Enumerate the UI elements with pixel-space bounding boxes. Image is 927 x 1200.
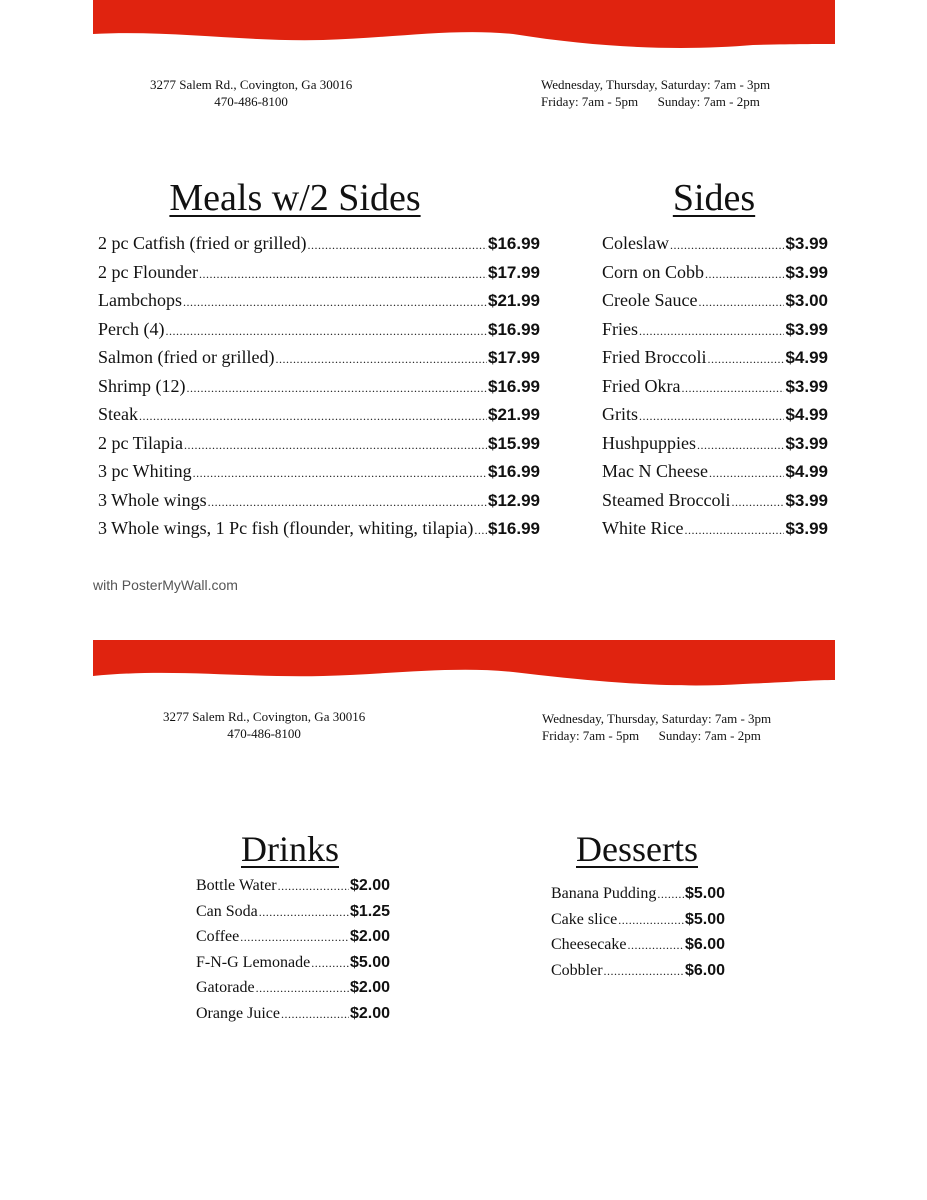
item-price: $16.99 (488, 234, 540, 253)
dot-leader (707, 347, 784, 368)
dot-leader (183, 290, 487, 311)
menu-item (196, 1005, 390, 1031)
item-name: Bottle Water (196, 877, 277, 894)
item-name: Lambchops (98, 290, 182, 310)
item-price: $1.25 (349, 902, 390, 920)
item-price: $3.99 (785, 234, 828, 253)
dot-leader (256, 979, 349, 997)
menu-item (602, 262, 828, 291)
menu-item (602, 376, 828, 405)
item-name: 2 pc Catfish (fried or grilled) (98, 233, 307, 253)
dot-leader (684, 518, 784, 539)
meals-list (98, 233, 540, 547)
menu-item (196, 903, 390, 929)
item-price: $3.99 (785, 376, 828, 396)
item-name: Fried Broccoli (602, 347, 707, 367)
menu-item (196, 928, 390, 954)
item-price: $3.99 (785, 433, 828, 453)
phone: 470-486-8100 (214, 94, 288, 109)
menu-item (98, 262, 540, 291)
item-price: $16.99 (488, 462, 540, 481)
item-name: Steak (98, 404, 138, 424)
desserts-title: Desserts (576, 829, 698, 869)
item-name: Can Soda (196, 902, 258, 920)
dot-leader (657, 885, 684, 903)
item-price: $16.99 (488, 519, 540, 538)
item-price: $3.99 (785, 262, 828, 282)
dot-leader (278, 877, 349, 895)
dot-leader (639, 404, 784, 425)
item-price: $5.00 (684, 885, 725, 902)
red-wave-banner-bottom (93, 640, 835, 690)
item-name: Creole Sauce (602, 290, 698, 310)
postermywall-credit: with PosterMyWall.com (93, 577, 238, 593)
menu-item (196, 979, 390, 1005)
item-name: Coleslaw (602, 233, 669, 253)
item-price: $4.99 (785, 348, 828, 367)
menu-item (551, 962, 725, 988)
dot-leader (259, 903, 349, 921)
menu-item (602, 404, 828, 433)
item-name: Grits (602, 404, 638, 424)
item-name: Fries (602, 318, 638, 339)
menu-item (602, 490, 828, 519)
item-name: 2 pc Flounder (98, 261, 198, 282)
dot-leader (165, 319, 487, 340)
dot-leader (670, 233, 784, 254)
address-block-1 (150, 76, 352, 110)
menu-item (98, 433, 540, 462)
menu-item (602, 347, 828, 376)
item-price: $17.99 (488, 348, 540, 367)
hours-line-2: Friday: 7am - 5pm Sunday: 7am - 2pm (541, 94, 760, 109)
menu-item (551, 885, 725, 911)
dot-leader (281, 1005, 349, 1023)
dot-leader (208, 490, 487, 511)
menu-item (602, 319, 828, 348)
item-price: $2.00 (349, 1004, 390, 1022)
item-price: $3.99 (785, 319, 828, 339)
menu-item (602, 518, 828, 547)
menu-item (551, 911, 725, 937)
dot-leader (639, 319, 784, 340)
item-name: Coffee (196, 928, 240, 945)
item-name: 3 Whole wings (98, 489, 207, 510)
dot-leader (705, 262, 784, 283)
item-name: Banana Pudding (551, 885, 657, 902)
dot-leader (604, 962, 684, 980)
dot-leader (709, 461, 784, 482)
meals-title: Meals w/2 Sides (169, 177, 421, 219)
item-price: $5.00 (684, 910, 725, 928)
address: 3277 Salem Rd., Covington, Ga 30016 (150, 77, 353, 92)
item-price: $17.99 (488, 262, 540, 282)
item-name: F-N-G Lemonade (196, 953, 311, 971)
dot-leader (681, 376, 784, 397)
item-price: $3.99 (785, 490, 828, 510)
sides-list (602, 233, 828, 547)
dot-leader (474, 518, 487, 539)
dot-leader (698, 290, 784, 311)
menu-item (98, 518, 540, 547)
item-price: $12.99 (488, 490, 540, 510)
item-name: Salmon (fried or grilled) (98, 347, 275, 367)
item-price: $15.99 (488, 433, 540, 453)
item-name: Shrimp (12) (98, 375, 186, 396)
dot-leader (199, 262, 487, 283)
item-price: $21.99 (488, 405, 540, 424)
menu-item (98, 233, 540, 262)
dot-leader (307, 233, 487, 254)
dot-leader (731, 490, 784, 511)
item-price: $6.00 (684, 961, 725, 979)
menu-item (98, 461, 540, 490)
sides-title: Sides (672, 177, 756, 219)
item-price: $3.99 (785, 519, 828, 538)
drinks-list (196, 877, 390, 1030)
dot-leader (697, 433, 784, 454)
hours-block-2 (542, 710, 771, 744)
phone: 470-486-8100 (227, 726, 301, 741)
dot-leader (275, 347, 487, 368)
dot-leader (193, 461, 487, 482)
menu-item (602, 290, 828, 319)
item-price: $16.99 (488, 376, 540, 396)
item-name: 3 Whole wings, 1 Pc fish (flounder, whiting, tilapia) (98, 518, 474, 538)
hours-line-1: Wednesday, Thursday, Saturday: 7am - 3pm (541, 77, 771, 92)
hours-line-2: Friday: 7am - 5pm Sunday: 7am - 2pm (542, 728, 761, 743)
address-block-2 (163, 708, 365, 742)
item-name: Mac N Cheese (602, 461, 708, 481)
item-name: Gatorade (196, 979, 255, 996)
menu-item (98, 404, 540, 433)
item-price: $4.99 (785, 462, 828, 481)
item-name: Cake slice (551, 910, 618, 928)
item-price: $5.00 (349, 953, 390, 971)
item-name: Cheesecake (551, 936, 627, 953)
hours-line-1: Wednesday, Thursday, Saturday: 7am - 3pm (542, 711, 772, 726)
hours-block-1 (541, 76, 770, 110)
item-name: Hushpuppies (602, 432, 696, 453)
menu-item (602, 461, 828, 490)
dot-leader (240, 928, 349, 946)
item-price: $21.99 (488, 291, 540, 310)
red-wave-banner-top (93, 0, 835, 50)
item-name: 3 pc Whiting (98, 461, 192, 481)
menu-item (196, 877, 390, 903)
item-name: Corn on Cobb (602, 261, 705, 282)
dot-leader (618, 911, 684, 929)
menu-item (196, 954, 390, 980)
item-name: Fried Okra (602, 375, 681, 396)
dot-leader (184, 433, 487, 454)
item-price: $16.99 (488, 319, 540, 339)
dot-leader (311, 954, 349, 972)
item-name: Cobbler (551, 961, 603, 979)
address: 3277 Salem Rd., Covington, Ga 30016 (163, 709, 366, 724)
item-name: Perch (4) (98, 318, 165, 339)
item-name: White Rice (602, 518, 684, 538)
dot-leader (139, 404, 487, 425)
menu-item (551, 936, 725, 962)
item-price: $2.00 (349, 928, 390, 945)
item-price: $2.00 (349, 877, 390, 894)
menu-item (98, 347, 540, 376)
menu-item (98, 490, 540, 519)
menu-item (98, 376, 540, 405)
item-price: $4.99 (785, 405, 828, 424)
item-price: $2.00 (349, 979, 390, 996)
item-name: Steamed Broccoli (602, 489, 731, 510)
drinks-title: Drinks (241, 829, 339, 869)
dot-leader (187, 376, 488, 397)
menu-item (98, 290, 540, 319)
menu-item (98, 319, 540, 348)
item-price: $3.00 (785, 291, 828, 310)
desserts-list (551, 885, 725, 987)
menu-item (602, 233, 828, 262)
item-name: Orange Juice (196, 1004, 280, 1022)
item-name: 2 pc Tilapia (98, 432, 184, 453)
item-price: $6.00 (684, 936, 725, 953)
dot-leader (628, 936, 684, 954)
menu-item (602, 433, 828, 462)
